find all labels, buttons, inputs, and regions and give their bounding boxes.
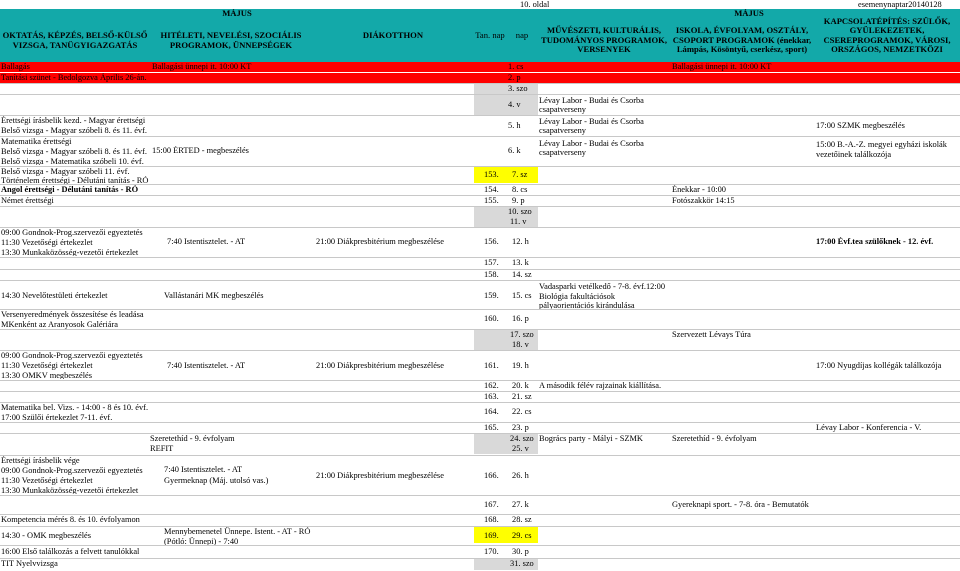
row-divider: [0, 280, 960, 281]
row-5-education-b: Belső vizsga - Magyar szóbeli 8. és 11. évf.: [1, 126, 147, 135]
row-23-relations: Lévay Labor - Konferencia - V.: [816, 423, 922, 432]
row-28-day: 28. sz: [512, 515, 532, 524]
row-28-education: Kompetencia mérés 8. és 10. évfolyamon: [1, 515, 140, 524]
row-4-day: 4. v: [508, 100, 521, 109]
row-17-class: Szervezett Lévays Túra: [672, 330, 751, 339]
row-26-education-d: 13:30 Munkaközösség-vezetői értekezlet: [1, 486, 139, 494]
row-19-education-a: 09:00 Gondnok-Prog.szervezői egyeztetés: [1, 351, 143, 360]
row-19-education-b: 11:30 Vezetőségi értekezlet: [1, 361, 93, 370]
row-16-day: 16. p: [512, 314, 529, 323]
row-24-religious: Szeretethíd - 9. évfolyam: [150, 434, 235, 443]
row-19-relations: 17:00 Nyugdíjas kollégák találkozója: [816, 361, 942, 370]
row-10-day: 10. szo: [508, 207, 532, 216]
row-divider: [0, 269, 960, 270]
row-divider: [0, 350, 960, 351]
row-divider: [0, 422, 960, 423]
row-6-education-b: Belső vizsga - Magyar szóbeli 8. és 11. évf.: [1, 147, 147, 156]
row-15-cultural-b: Biológia fakultációsok pályaorientációs kirándulása: [539, 292, 635, 310]
row-8-school-day: 154.: [484, 185, 499, 194]
row-29-religious-a: Mennybemenetel Ünnepe. Istent. - AT - RÓ: [164, 527, 311, 536]
row-15-religious: Vallástanári MK megbeszélés: [164, 291, 264, 300]
row-25-religious: REFIT: [150, 444, 174, 453]
row-27-school-day: 167.: [484, 500, 499, 509]
row-12-education-a: 09:00 Gondnok-Prog.szervezői egyeztetés: [1, 228, 143, 237]
row-9-education: Német érettségi: [1, 196, 54, 205]
col-header-dormitory: DIÁKOTTHON: [312, 9, 474, 62]
row-15-cultural-a: Vadasparki vetélkedő - 7-8. évf.12:00: [539, 282, 666, 291]
row-20-cultural: A második félév rajzainak kiállítása.: [539, 381, 662, 390]
row-7-education-b: Történelem érettségi - Délutáni tanítás - RÓ: [1, 176, 149, 184]
month-header-left: MÁJUS: [0, 9, 474, 19]
row-16-education-b: MKenként az Aranyosok Galériára: [1, 320, 118, 329]
row-29-religious-b: (Pótló: Ünnepi) - 7:40: [164, 537, 239, 545]
row-divider: [0, 83, 960, 84]
row-15-school-day: 159.: [484, 291, 499, 300]
row-19-day: 19. h: [512, 361, 529, 370]
row-6-cultural: Lévay Labor - Budai és Csorba csapatverseny: [539, 139, 644, 157]
row-divider: [0, 402, 960, 403]
row-divider: [0, 433, 960, 434]
row-12-education-b: 11:30 Vezetőségi értekezlet: [1, 238, 93, 247]
row-1-class: Ballagási ünnepi it. 10:00 KT: [672, 62, 772, 71]
row-31-education: TIT Nyelvvizsga: [1, 559, 58, 568]
row-5-relations: 17:00 SZMK megbeszélés: [816, 121, 905, 130]
row-26-religious-a: 7:40 Istentisztelet. - AT: [164, 465, 243, 474]
row-divider: [0, 514, 960, 515]
col-header-class-programs: ISKOLA, ÉVFOLYAM, OSZTÁLY, CSOPORT PROGRAMOK (énekkar, Lámpás, Kösöntyű, cserkész, sport): [670, 19, 814, 62]
row-2-day: 2. p: [508, 73, 521, 82]
row-divider: [0, 391, 960, 392]
row-divider: [0, 380, 960, 381]
col-header-cultural: MŰVÉSZETI, KULTURÁLIS, TUDOMÁNYOS PROGRAMOK, VERSENYEK: [538, 19, 670, 62]
row-15-education: 14:30 Nevelőtestületi értekezlet: [1, 291, 108, 300]
row-30-school-day: 170.: [484, 547, 499, 556]
row-15-day: 15. cs: [512, 291, 532, 300]
row-26-education-b: 09:00 Gondnok-Prog.szervezői egyeztetés: [1, 466, 143, 475]
row-7-school-day: 153.: [484, 170, 499, 179]
row-divider: [0, 545, 960, 546]
row-9-school-day: 155.: [484, 196, 499, 205]
row-12-school-day: 156.: [484, 237, 499, 246]
col-header-relations: KAPCSOLATÉPÍTÉS: SZÜLŐK, GYÜLEKEZETEK, CSEREPROGRAMOK, VÁROSI, ORSZÁGOS, NEMZETKÖZI: [814, 9, 960, 62]
row-27-day: 27. k: [512, 500, 529, 509]
row-22-education-b: 17:00 Szülői értekezlet 7-11. évf.: [1, 413, 113, 421]
row-27-class: Gyereknapi sport. - 7-8. óra - Bemutatók: [672, 500, 809, 509]
row-16-school-day: 160.: [484, 314, 499, 323]
row-8-education: Angol érettségi - Délutáni tanítás - RÓ: [1, 185, 139, 194]
row-divider: [0, 227, 960, 228]
row-18-day: 18. v: [512, 340, 529, 349]
row-13-day: 13. k: [512, 258, 529, 267]
row-2-education: Tanítási szünet - Bedolgozva Április 26-án.: [1, 73, 147, 82]
row-6-relations-b: vezetőinek találkozója: [816, 150, 892, 159]
row-19-religious: 7:40 Istentisztelet. - AT: [167, 361, 246, 370]
row-1-religious: Ballagási ünnepi it. 10:00 KT: [152, 62, 252, 71]
row-19-education-c: 13:30 OMKV megbeszélés: [1, 371, 93, 379]
row-14-school-day: 158.: [484, 270, 499, 279]
row-12-education-c: 13:30 Munkaközösség-vezetői értekezlet: [1, 248, 139, 256]
row-11-day: 11. v: [510, 217, 527, 226]
row-3-day: 3. szo: [508, 84, 528, 93]
row-1-education: Ballagás: [1, 62, 30, 71]
row-21-day: 21. sz: [512, 392, 532, 401]
col-header-school-day: Tan. nap: [474, 9, 506, 62]
row-9-class: Fotószakkör 14:15: [672, 196, 735, 205]
month-header-right: MÁJUS: [538, 9, 960, 19]
row-4-cultural: Lévay Labor - Budai és Csorba csapatverseny: [539, 96, 644, 114]
row-26-education-c: 11:30 Vezetőségi értekezlet: [1, 476, 93, 485]
row-5-cultural: Lévay Labor - Budai és Csorba csapatverseny: [539, 117, 644, 135]
row-23-school-day: 165.: [484, 423, 499, 432]
row-12-dormitory: 21:00 Diákpresbitérium megbeszélése: [316, 237, 444, 246]
row-26-day: 26. h: [512, 471, 529, 480]
row-divider: [0, 166, 960, 167]
row-12-religious: 7:40 Istentisztelet. - AT: [167, 237, 246, 246]
row-divider: [0, 455, 960, 456]
row-28-school-day: 168.: [484, 515, 499, 524]
row-8-day: 8. cs: [512, 185, 528, 194]
row-divider: [0, 558, 960, 559]
row-17-day: 17. szo: [510, 330, 534, 339]
row-22-school-day: 164.: [484, 407, 499, 416]
row-30-education: 16:00 Első találkozás a felvett tanulókkal: [1, 547, 140, 556]
col-header-religious: HITÉLETI, NEVELÉSI, SZOCIÁLIS PROGRAMOK, ÜNNEPSÉGEK: [150, 19, 312, 62]
row-29-education: 14:30 - OMK megbeszélés: [1, 531, 92, 540]
row-5-day: 5. h: [508, 121, 521, 130]
row-divider: [0, 329, 960, 330]
row-1-day: 1. cs: [508, 62, 524, 71]
row-7-education-a: Belső vizsga - Magyar szóbeli 11. évf.: [1, 167, 130, 176]
row-divider: [0, 257, 960, 258]
page-label: 10. oldal: [520, 0, 550, 9]
row-24-cultural: Bogrács party - Mályi - SZMK: [539, 434, 643, 443]
row-13-school-day: 157.: [484, 258, 499, 267]
row-29-school-day: 169.: [484, 531, 499, 540]
row-26-education-a: Érettségi írásbelik vége: [1, 456, 80, 465]
row-7-day: 7. sz: [512, 170, 528, 179]
col-header-day: nap: [506, 9, 538, 62]
row-8-class: Énekkar - 10:00: [672, 185, 726, 194]
row-25-day: 25. v: [512, 444, 529, 453]
row-19-school-day: 161.: [484, 361, 499, 370]
row-16-education-a: Versenyeredmények összesítése és leadása: [1, 310, 144, 319]
row-24-class: Szeretethíd - 9. évfolyam: [672, 434, 757, 443]
row-24-day: 24. szo: [510, 434, 534, 443]
row-26-school-day: 166.: [484, 471, 499, 480]
row-divider: [0, 495, 960, 496]
row-6-religious: 15:00 ÉRTED - megbeszélés: [152, 146, 249, 155]
row-19-dormitory: 21:00 Diákpresbitérium megbeszélése: [316, 361, 444, 370]
row-23-day: 23. p: [512, 423, 529, 432]
row-14-day: 14. sz: [512, 270, 532, 279]
row-divider: [0, 94, 960, 95]
row-divider: [0, 115, 960, 116]
row-21-school-day: 163.: [484, 392, 499, 401]
row-22-education-a: Matematika bel. Vizs. - 14:00 - 8 és 10. évf.: [1, 403, 149, 412]
file-label: esemenynaptar20140128: [858, 0, 942, 9]
row-divider: [0, 526, 960, 527]
row-31-day: 31. szo: [510, 559, 534, 568]
row-22-day: 22. cs: [512, 407, 532, 416]
row-divider: [0, 309, 960, 310]
row-divider: [0, 184, 960, 185]
row-9-day: 9. p: [512, 196, 525, 205]
row-divider: [0, 195, 960, 196]
row-5-education-a: Érettségi írásbelik kezd. - Magyar érettségi: [1, 116, 146, 125]
row-26-religious-b: Gyermeknap (Máj. utolsó vas.): [164, 476, 269, 485]
row-6-day: 6. k: [508, 146, 521, 155]
row-12-relations: 17:00 Évf.tea szülőknek - 12. évf.: [816, 237, 934, 246]
row-6-education-c: Belső vizsga - Matematika szóbeli 10. évf.: [1, 157, 144, 165]
row-12-day: 12. h: [512, 237, 529, 246]
row-6-education-a: Matematika érettségi: [1, 137, 72, 146]
row-20-day: 20. k: [512, 381, 529, 390]
row-divider: [0, 206, 960, 207]
row-20-school-day: 162.: [484, 381, 499, 390]
row-divider: [0, 136, 960, 137]
row-6-relations-a: 15:00 B.-A.-Z. megyei egyházi iskolák: [816, 140, 947, 149]
col-header-education: OKTATÁS, KÉPZÉS, BELSŐ-KÜLSŐ VIZSGA, TANÜGYIGAZGATÁS: [0, 19, 150, 62]
row-26-dormitory: 21:00 Diákpresbitérium megbeszélése: [316, 471, 444, 480]
row-29-day: 29. cs: [512, 531, 532, 540]
row-30-day: 30. p: [512, 547, 529, 556]
